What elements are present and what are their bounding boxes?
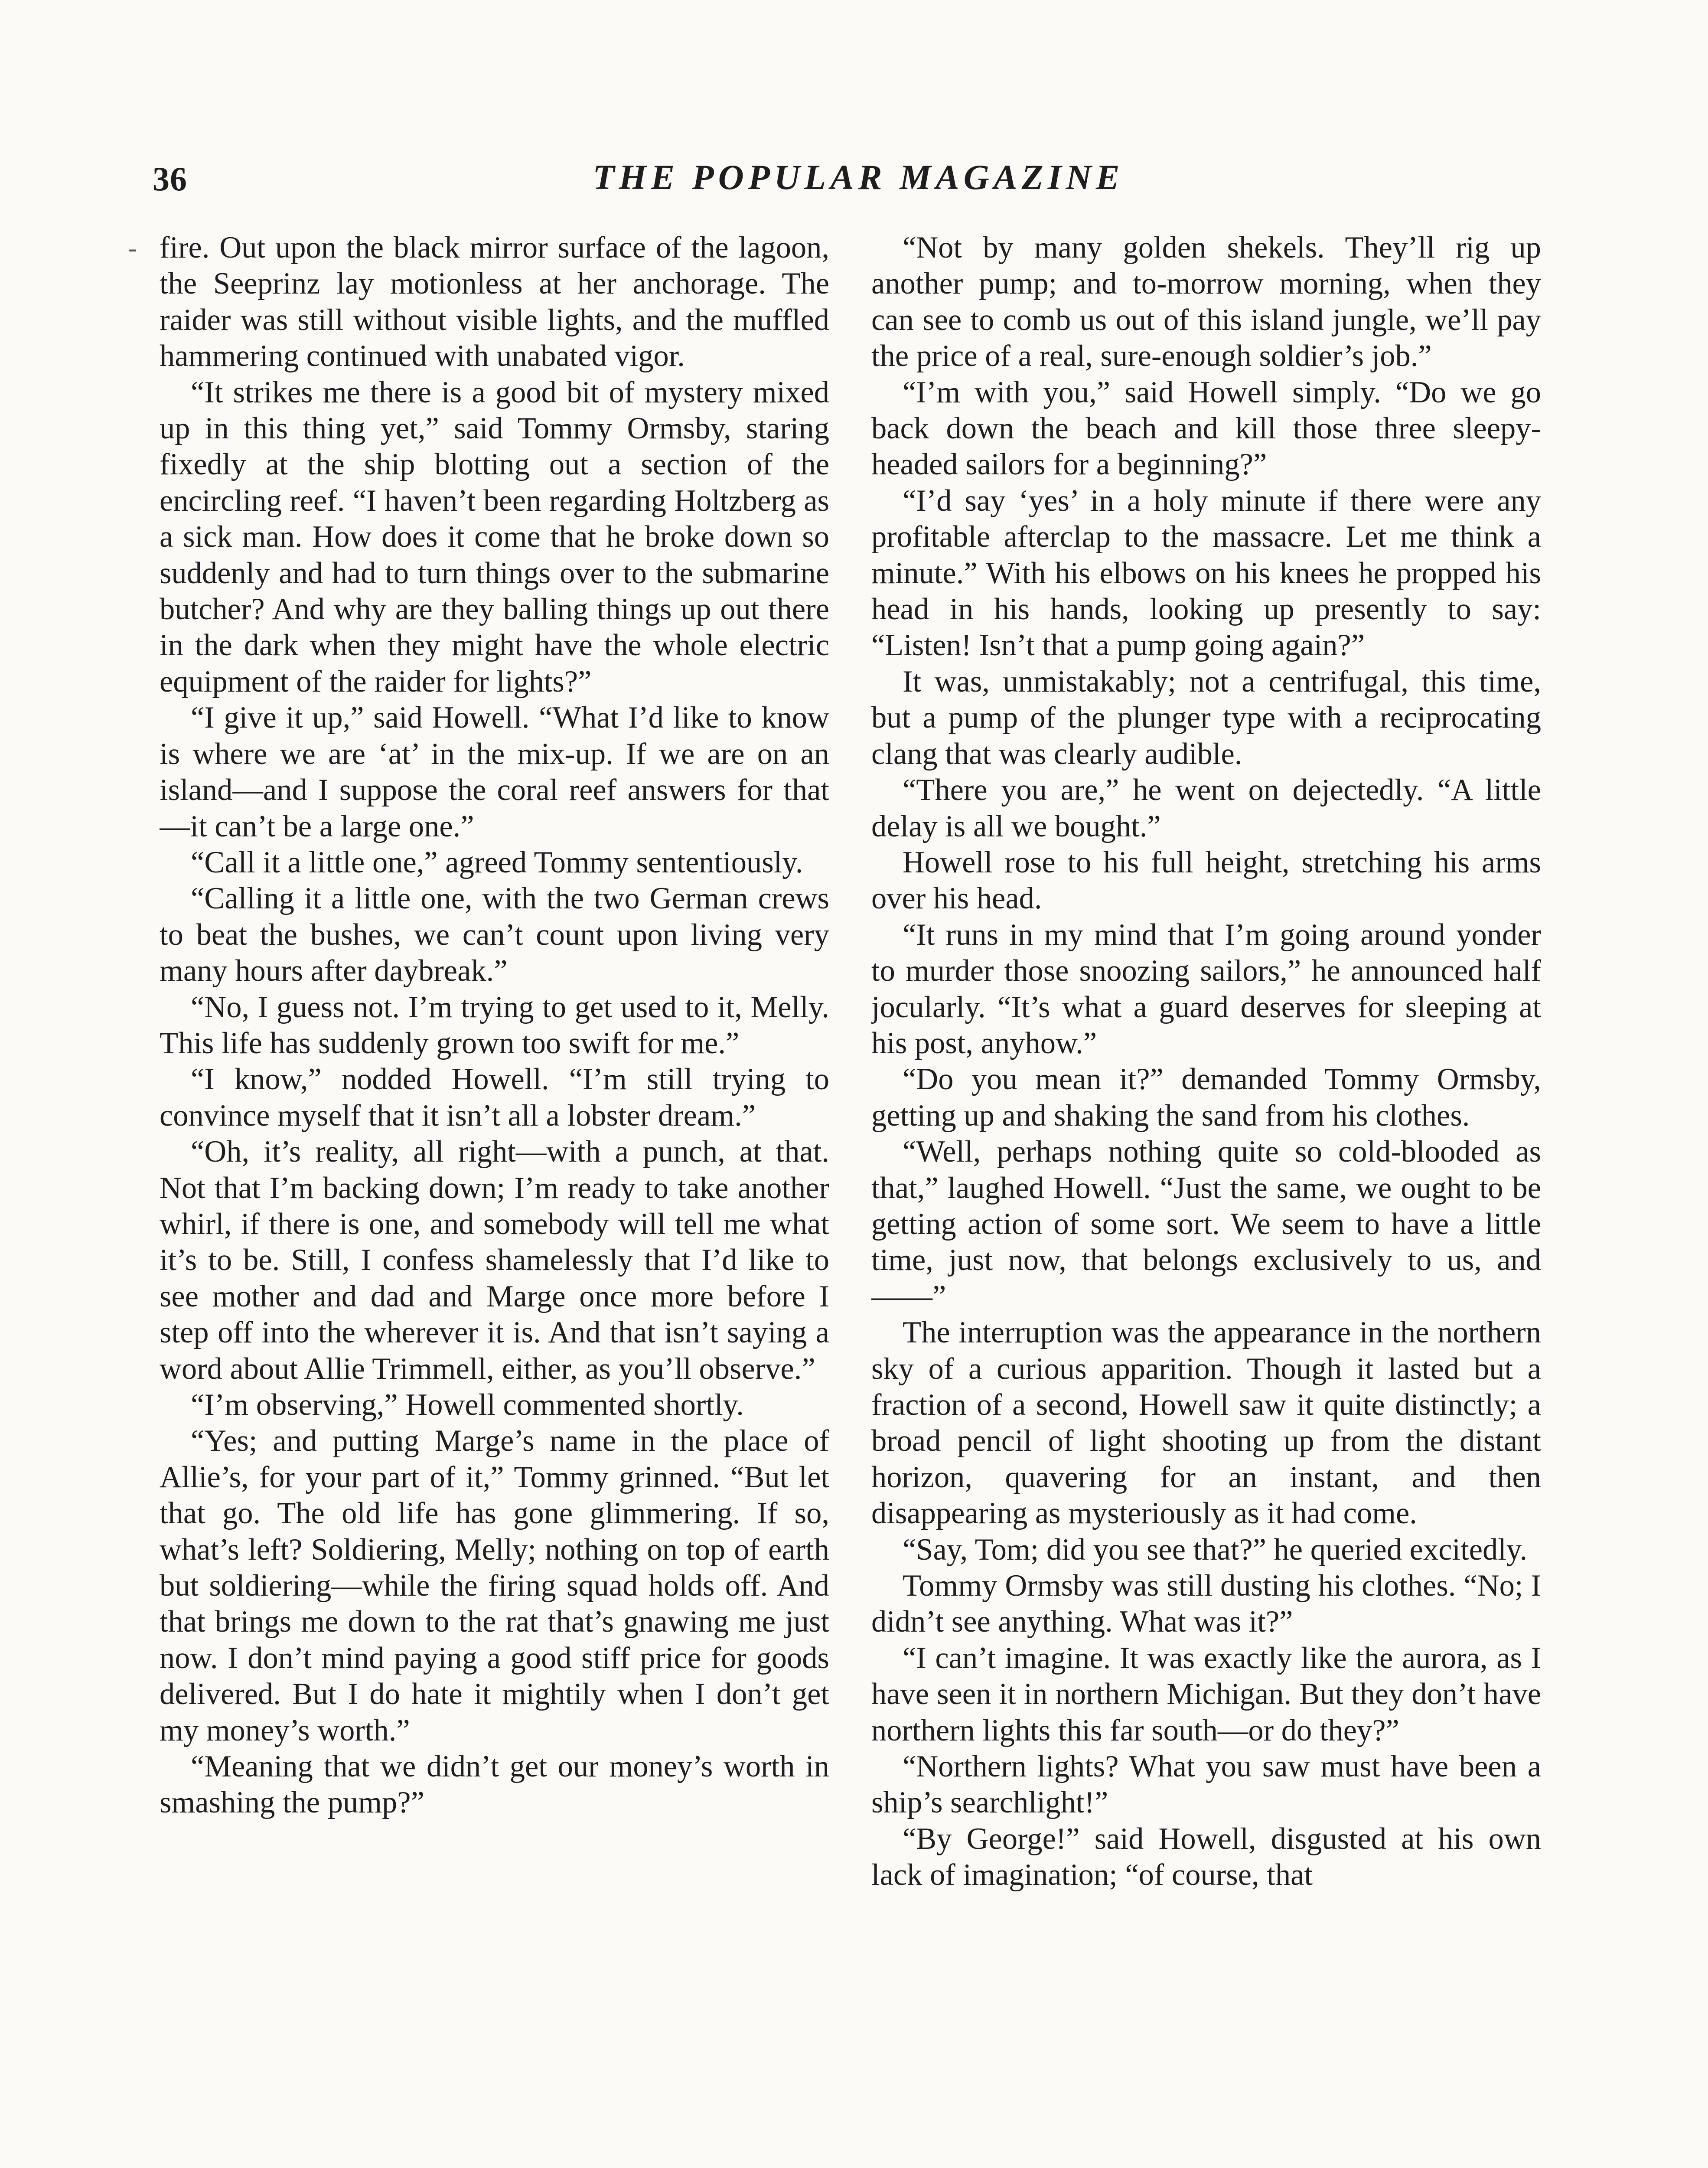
paragraph: “I give it up,” said Howell. “What I’d like to know is where we are ‘at’ in the mix-up. If we are on an island—and I suppose the coral reef answers for that—it can’t be a large one.” xyxy=(160,701,829,843)
paragraph: “It strikes me there is a good bit of mystery mixed up in this thing yet,” said Tommy Ormsby, staring fixedly at the ship blotting out a section of the encircling reef. “I haven’t been regarding Holtzberg as a sick man. How does it come that he broke down so suddenly and had to turn things over to the submarine butcher? And why are they balling things up out there in the dark when they might have the whole electric equipment of the raider for lights?” xyxy=(160,375,829,699)
paragraph: “Not by many golden shekels. They’ll rig up another pump; and to-morrow morning, when they can see to comb us out of this island jungle, we’ll pay the price of a real, sure-enough soldier’s job.” xyxy=(871,231,1541,373)
paragraph: “Calling it a little one, with the two German crews to beat the bushes, we can’t count upon living very many hours after daybreak.” xyxy=(160,882,829,988)
paragraph: “I’m with you,” said Howell simply. “Do we go back down the beach and kill those three sleepy-headed sailors for a beginning?” xyxy=(871,375,1541,482)
paragraph: “It runs in my mind that I’m going around yonder to murder those snoozing sailors,” he announced half jocularly. “It’s what a guard deserves for sleeping at his post, anyhow.” xyxy=(871,917,1541,1060)
paragraph: “I’m observing,” Howell commented shortly. xyxy=(191,1388,744,1422)
paragraph: “By George!” said Howell, disgusted at his own lack of imagination; “of course, that xyxy=(871,1822,1541,1892)
paragraph: “Oh, it’s reality, all right—with a punch, at that. Not that I’m backing down; I’m ready to take another whirl, if there is one, and somebody will tell me what it’s to be. Still, I confess shamelessly that I’d like to see mother and dad and Marge once more before I step off into the wherever it is. And that isn’t saying a word about Allie Trimmell, either, as you’ll observe.” xyxy=(160,1135,829,1386)
paragraph: “Well, perhaps nothing quite so cold-blooded as that,” laughed Howell. “Just the same, we ought to be getting action of some sort. We seem to have a little time, just now, that belongs exclusively to us, and——” xyxy=(871,1135,1541,1313)
paragraph: It was, unmistakably; not a centrifugal, this time, but a pump of the plunger type with a reciprocating clang that was clearly audible. xyxy=(871,664,1541,771)
paragraph: “Northern lights? What you saw must have been a ship’s searchlight!” xyxy=(871,1750,1541,1820)
paragraph: Howell rose to his full height, stretching his arms over his head. xyxy=(871,845,1541,916)
paragraph: Tommy Ormsby was still dusting his clothes. “No; I didn’t see anything. What was it?” xyxy=(871,1569,1541,1639)
paragraph: “I can’t imagine. It was exactly like the aurora, as I have seen it in northern Michigan. But they don’t have northern lights this far south—or do they?” xyxy=(871,1641,1541,1747)
page-number: 36 xyxy=(153,160,187,198)
paragraph: “There you are,” he went on dejectedly. “A little delay is all we bought.” xyxy=(871,773,1541,843)
paragraph: “Say, Tom; did you see that?” he queried excitedly. xyxy=(903,1532,1528,1567)
margin-mark: - xyxy=(128,234,137,262)
paragraph: “Yes; and putting Marge’s name in the place of Allie’s, for your part of it,” Tommy grinned. “But let that go. The old life has gone glimmering. If so, what’s left? Soldiering, Melly; nothing on top of earth but soldiering—while the firing squad holds off. And that brings me down to the rat that’s gnawing me just now. I don’t mind paying a good stiff price for goods delivered. But I do hate it mightily when I don’t get my money’s worth.” xyxy=(160,1424,829,1747)
paragraph: “Call it a little one,” agreed Tommy sententiously. xyxy=(191,845,803,879)
left-column xyxy=(160,230,829,2168)
paragraph: “I’d say ‘yes’ in a holy minute if there were any profitable afterclap to the massacre. Let me think a minute.” With his elbows on his knees he propped his head in his hands, looking up presently to say: “Listen! Isn’t that a pump going again?” xyxy=(871,483,1541,663)
paragraph: “Meaning that we didn’t get our money’s worth in smashing the pump?” xyxy=(160,1750,829,1820)
right-column xyxy=(871,230,1541,2168)
paragraph: “Do you mean it?” demanded Tommy Ormsby, getting up and shaking the sand from his clothes. xyxy=(871,1062,1541,1133)
paragraph: “No, I guess not. I’m trying to get used to it, Melly. This life has suddenly grown too swift for me.” xyxy=(160,990,829,1060)
running-head: THE POPULAR MAGAZINE xyxy=(593,157,1124,197)
paragraph: The interruption was the appearance in the northern sky of a curious apparition. Though it lasted but a fraction of a second, Howell saw it quite distinctly; a broad pencil of light shooting up from the distant horizon, quavering for an instant, and then disappearing as mysteriously as it had come. xyxy=(871,1316,1541,1531)
paragraph: “I know,” nodded Howell. “I’m still trying to convince myself that it isn’t all a lobster dream.” xyxy=(160,1062,829,1133)
paragraph: fire. Out upon the black mirror surface of the lagoon, the Seeprinz lay motionless at her anchorage. The raider was still without visible lights, and the muffled hammering continued with unabated vigor. xyxy=(160,231,829,373)
